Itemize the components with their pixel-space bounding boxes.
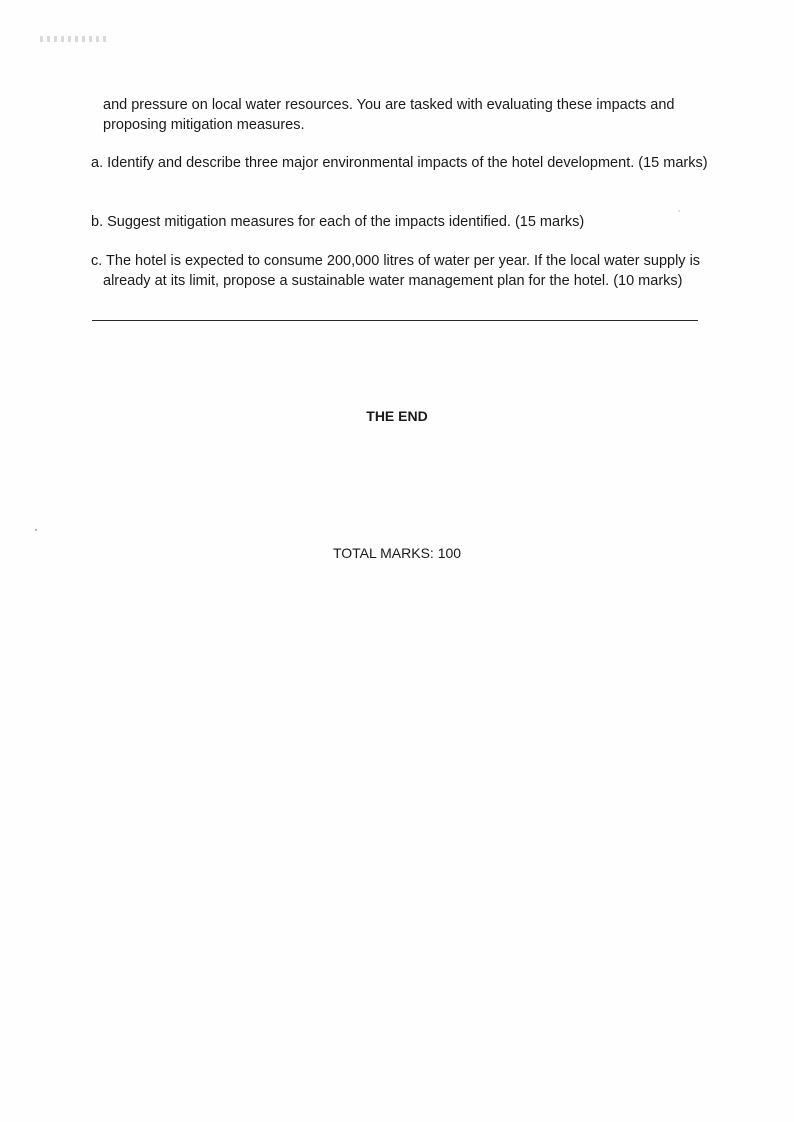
question-intro-text: and pressure on local water resources. You are tasked with evaluating these impacts and proposing mitigation measures.	[103, 97, 675, 133]
scan-artifact	[40, 36, 110, 42]
section-divider	[92, 320, 698, 321]
total-marks: TOTAL MARKS: 100	[332, 545, 462, 561]
scan-speck	[35, 529, 37, 531]
end-heading: THE END	[366, 408, 428, 424]
question-b: b. Suggest mitigation measures for each of the impacts identified. (15 marks)	[91, 214, 585, 230]
question-a: a. Identify and describe three major environmental impacts of the hotel development. (15 marks)	[91, 155, 708, 171]
question-c: c. The hotel is expected to consume 200,000 litres of water per year. If the local water supply is already at its limit, propose a sustainable water management plan for the hotel. (10 marks)	[91, 253, 701, 289]
